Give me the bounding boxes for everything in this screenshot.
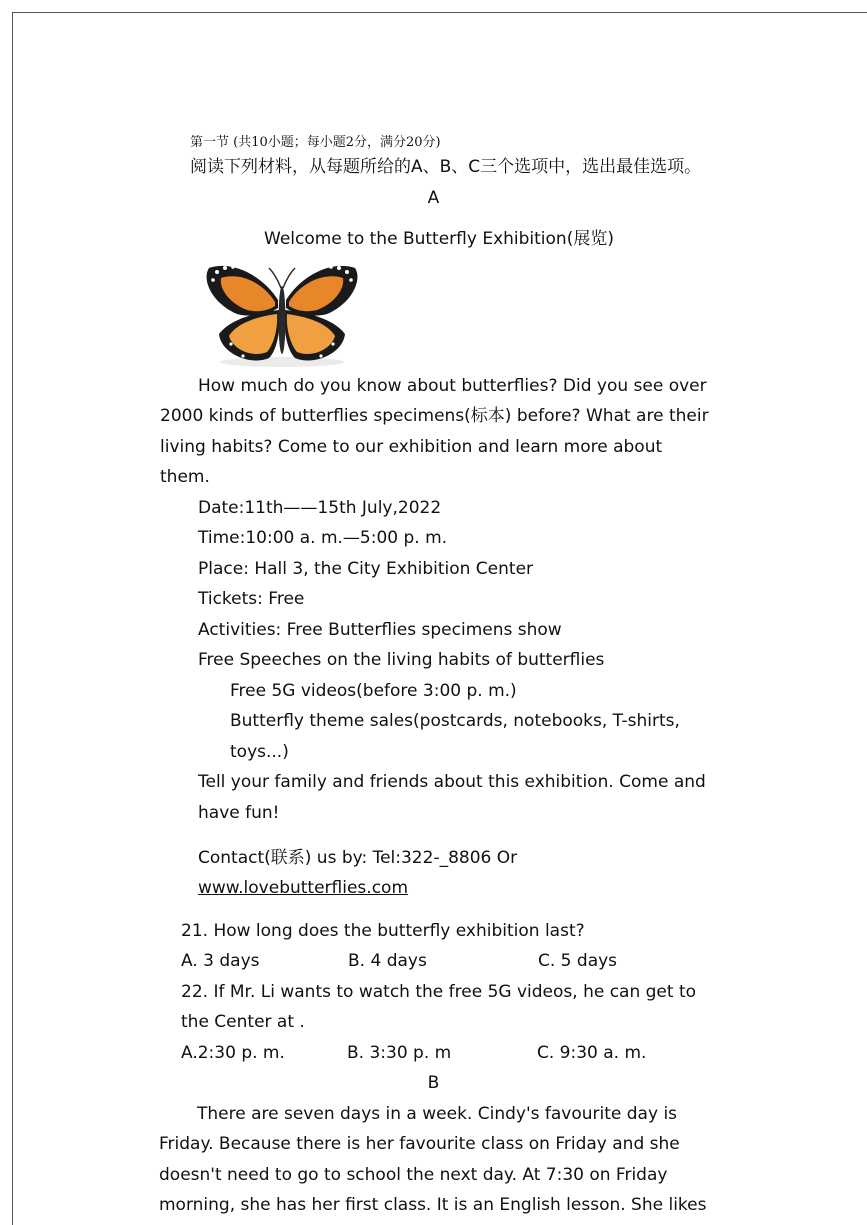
question-21-option-c: C. 5 days [538, 951, 618, 971]
question-22-option-c: C. 9:30 a. m. [537, 1043, 647, 1063]
exhibition-date: Date:11th——15th July,2022 [198, 498, 442, 518]
activity-sales-cont: toys...) [230, 742, 289, 762]
question-21-stem: 21. How long does the butterfly exhibition last? [181, 921, 585, 941]
passage-b-label: B [427, 1073, 440, 1093]
exhibition-place: Place: Hall 3, the City Exhibition Center [198, 559, 534, 579]
intro-line-2: 2000 kinds of butterflies specimens(标本) before? What are their [160, 406, 709, 426]
exhibition-time: Time:10:00 a. m.—5:00 p. m. [198, 528, 448, 548]
activity-sales: Butterfly theme sales(postcards, notebooks, T-shirts, [230, 711, 680, 731]
question-21-option-a: A. 3 days [181, 951, 260, 971]
contact-info: Contact(联系) us by: Tel:322-_8806 Or [198, 848, 518, 868]
activity-videos: Free 5G videos(before 3:00 p. m.) [230, 681, 517, 701]
passage-b-line-1: There are seven days in a week. Cindy's favourite day is [197, 1104, 678, 1124]
intro-line-1: How much do you know about butterflies? Did you see over [198, 376, 707, 396]
question-22-stem: 22. If Mr. Li wants to watch the free 5G videos, he can get to [181, 982, 697, 1002]
passage-b-line-4: morning, she has her first class. It is an English lesson. She likes [159, 1195, 707, 1215]
question-22-option-a: A.2:30 p. m. [181, 1043, 285, 1063]
passage-a-title: Welcome to the Butterfly Exhibition(展览) [264, 229, 614, 249]
section-header: 第一节 (共10小题；每小题2分，满分20分) [190, 135, 441, 150]
question-22-stem-cont: the Center at . [181, 1012, 305, 1032]
page-border-top [12, 12, 867, 13]
passage-b-line-2: Friday. Because there is her favourite class on Friday and she [159, 1134, 680, 1154]
instruction: 阅读下列材料，从每题所给的A、B、C三个选项中，选出最佳选项。 [190, 157, 702, 177]
activity-speeches: Free Speeches on the living habits of butterflies [198, 650, 605, 670]
butterfly-image [203, 258, 361, 370]
tell-friends: Tell your family and friends about this exhibition. Come and [198, 772, 706, 792]
passage-a-label: A [427, 188, 440, 208]
exhibition-tickets: Tickets: Free [198, 589, 305, 609]
website-link[interactable]: www.lovebutterflies.com [198, 878, 409, 898]
question-21-option-b: B. 4 days [348, 951, 427, 971]
intro-line-3: living habits? Come to our exhibition and learn more about [160, 437, 663, 457]
exhibition-activities: Activities: Free Butterflies specimens show [198, 620, 562, 640]
intro-line-4: them. [160, 467, 210, 487]
tell-friends-cont: have fun! [198, 803, 280, 823]
question-22-option-b: B. 3:30 p. m [347, 1043, 452, 1063]
passage-b-line-3: doesn't need to go to school the next day. At 7:30 on Friday [159, 1165, 668, 1185]
